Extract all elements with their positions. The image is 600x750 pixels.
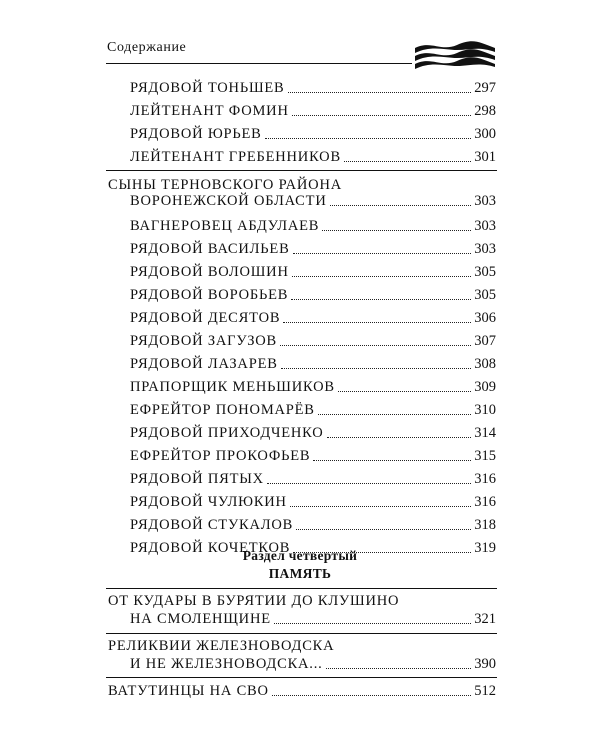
toc-entry-page: 314 [474, 425, 496, 441]
toc-entry-title: РЯДОВОЙ ДЕСЯТОВ [130, 310, 281, 326]
toc-entry-kudara-line1: ОТ КУДАРЫ В БУРЯТИИ ДО КЛУШИНО [108, 593, 400, 609]
toc-entry-page: 308 [474, 356, 496, 372]
leader-dots [344, 161, 471, 162]
leader-dots [292, 276, 472, 277]
leader-dots [274, 623, 471, 624]
toc-entry-title: ЛЕЙТЕНАНТ ФОМИН [130, 103, 289, 119]
leader-dots [293, 253, 472, 254]
toc-entry-vatutino[interactable] [108, 682, 496, 700]
toc-entry[interactable] [130, 125, 496, 143]
toc-entry-title: РЯДОВОЙ ЮРЬЕВ [130, 126, 262, 142]
toc-entry[interactable] [130, 401, 496, 419]
toc-entry[interactable] [130, 263, 496, 281]
leader-dots [265, 138, 472, 139]
section-divider [106, 633, 497, 634]
leader-dots [296, 529, 471, 530]
toc-entry[interactable] [130, 470, 496, 488]
toc-entry[interactable] [130, 493, 496, 511]
toc-entry-relics[interactable] [130, 655, 496, 673]
leader-dots [326, 668, 472, 669]
toc-entry-page: 309 [474, 379, 496, 395]
leader-dots [290, 506, 471, 507]
toc-entry[interactable] [130, 516, 496, 534]
leader-dots [272, 695, 471, 696]
toc-entry-page: 303 [474, 241, 496, 257]
toc-entry[interactable] [130, 240, 496, 258]
toc-entry[interactable] [130, 102, 496, 120]
toc-entry-title: ЛЕЙТЕНАНТ ГРЕБЕННИКОВ [130, 149, 341, 165]
toc-entry-kudara[interactable] [130, 610, 496, 628]
toc-entry-page: 298 [474, 103, 496, 119]
toc-entry[interactable] [130, 148, 496, 166]
toc-entry-title: ВОРОНЕЖСКОЙ ОБЛАСТИ [130, 193, 327, 209]
toc-entry-page: 390 [474, 656, 496, 672]
leader-dots [267, 483, 471, 484]
toc-entry-title: НА СМОЛЕНЩИНЕ [130, 611, 271, 627]
section-divider [106, 170, 497, 171]
header-rule [106, 63, 412, 64]
toc-entry-title: РЯДОВОЙ ЛАЗАРЕВ [130, 356, 278, 372]
leader-dots [281, 368, 472, 369]
leader-dots [322, 230, 471, 231]
toc-entry-page: 321 [474, 611, 496, 627]
toc-entry-title: РЯДОВОЙ ВОРОБЬЕВ [130, 287, 289, 303]
toc-entry-page: 305 [474, 264, 496, 280]
section-divider [106, 588, 497, 589]
toc-entry-page: 301 [474, 149, 496, 165]
toc-entry-title: РЯДОВОЙ ВАСИЛЬЕВ [130, 241, 290, 257]
toc-entry-page: 303 [474, 193, 496, 209]
toc-entry[interactable] [130, 378, 496, 396]
toc-entry-page: 310 [474, 402, 496, 418]
leader-dots [283, 322, 471, 323]
toc-entry-page: 307 [474, 333, 496, 349]
toc-entry[interactable] [130, 332, 496, 350]
toc-entry[interactable] [130, 447, 496, 465]
leader-dots [280, 345, 471, 346]
toc-entry-title: РЯДОВОЙ ПЯТЫХ [130, 471, 264, 487]
toc-entry-region[interactable] [130, 192, 496, 210]
leader-dots [338, 391, 471, 392]
toc-entry-title: РЯДОВОЙ ВОЛОШИН [130, 264, 289, 280]
toc-entry-page: 319 [474, 540, 496, 556]
toc-entry-page: 316 [474, 494, 496, 510]
toc-entry-title: ЕФРЕЙТОР ПОНОМАРЁВ [130, 402, 315, 418]
leader-dots [288, 92, 472, 93]
section-title: ПАМЯТЬ [268, 566, 332, 581]
toc-entry-page: 303 [474, 218, 496, 234]
leader-dots [330, 205, 472, 206]
toc-entry-title: РЯДОВОЙ СТУКАЛОВ [130, 517, 294, 533]
toc-entry[interactable] [130, 217, 496, 235]
toc-entry[interactable] [130, 424, 496, 442]
toc-entry[interactable] [130, 309, 496, 327]
toc-entry-page: 305 [474, 287, 496, 303]
leader-dots [318, 414, 471, 415]
toc-entry-relics-line1: РЕЛИКВИИ ЖЕЛЕЗНОВОДСКА [108, 638, 335, 654]
toc-entry-title: РЯДОВОЙ ЧУЛЮКИН [130, 494, 287, 510]
section-label: Раздел четвертый [242, 548, 358, 563]
toc-entry[interactable] [130, 286, 496, 304]
toc-entry-title: ВАТУТИНЦЫ НА СВО [108, 683, 269, 699]
toc-entry[interactable] [130, 79, 496, 97]
toc-entry-page: 316 [474, 471, 496, 487]
region-heading-line1: СЫНЫ ТЕРНОВСКОГО РАЙОНА [108, 177, 342, 193]
toc-entry-title: РЯДОВОЙ КОЧЕТКОВ [130, 540, 291, 556]
toc-entry-page: 512 [474, 683, 496, 699]
leader-dots [292, 115, 472, 116]
leader-dots [291, 299, 471, 300]
section-divider [106, 677, 497, 678]
toc-entry-page: 300 [474, 126, 496, 142]
toc-entry-title: РЯДОВОЙ ЗАГУЗОВ [130, 333, 278, 349]
toc-entry-page: 306 [474, 310, 496, 326]
st-george-ribbon-icon [413, 40, 497, 70]
toc-entry-page: 297 [474, 80, 496, 96]
leader-dots [327, 437, 472, 438]
toc-entry-title: ВАГНЕРОВЕЦ АБДУЛАЕВ [130, 218, 320, 234]
toc-entry[interactable] [130, 355, 496, 373]
toc-entry-title: РЯДОВОЙ ТОНЬШЕВ [130, 80, 285, 96]
toc-entry-title: ЕФРЕЙТОР ПРОКОФЬЕВ [130, 448, 311, 464]
toc-entry-title: И НЕ ЖЕЛЕЗНОВОДСКА... [130, 656, 323, 672]
toc-entry-page: 318 [474, 517, 496, 533]
running-header-title: Содержание [107, 40, 187, 55]
toc-entry-title: РЯДОВОЙ ПРИХОДЧЕНКО [130, 425, 324, 441]
leader-dots [313, 460, 471, 461]
toc-entry-page: 315 [474, 448, 496, 464]
toc-entry-title: ПРАПОРЩИК МЕНЬШИКОВ [130, 379, 335, 395]
